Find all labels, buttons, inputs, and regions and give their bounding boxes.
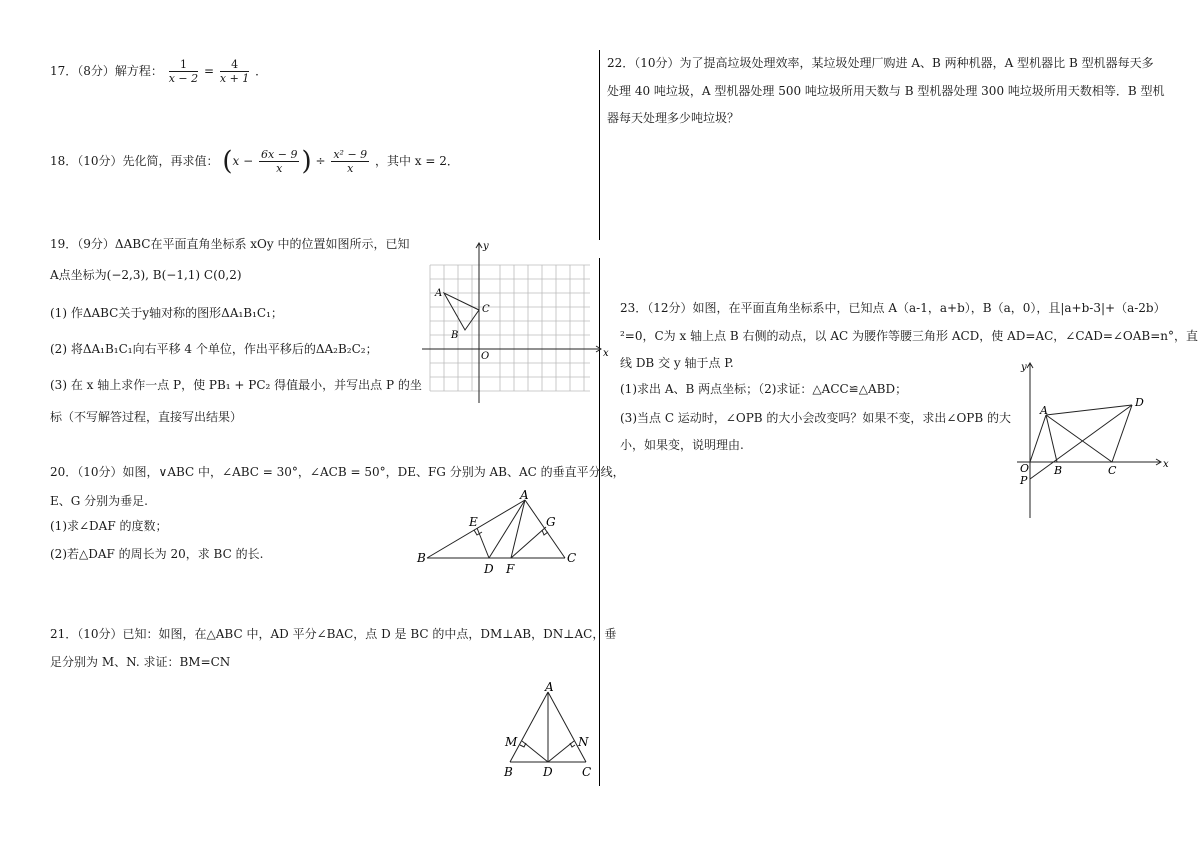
- q19-line-3: (1) 作ΔABC关于y轴对称的图形ΔA₁B₁C₁；: [50, 306, 283, 320]
- q17-fraction-left: $\frac{1}{x - 2}$: [168, 58, 199, 85]
- q20-line-4: (2)若△DAF 的周长为 20，求 BC 的长.: [50, 547, 264, 561]
- q21-point-m-label: M: [505, 735, 518, 749]
- q23-line-2: ²=0，C为 x 轴上点 B 右侧的动点，以 AC 为腰作等腰三角形 ACD，使 AD=AC，∠CAD=∠OAB=n°，直: [620, 329, 1199, 343]
- q18-fraction-outer: $\frac{\text{x² − 9}}{x}$: [333, 148, 368, 175]
- q20-point-f-label: F: [506, 562, 515, 576]
- q20-line-2: E、G 分别为垂足.: [50, 494, 148, 508]
- q19-point-b-label: B: [451, 330, 459, 341]
- q21-point-a-label: A: [545, 680, 554, 694]
- q23-y-axis-label: y: [1021, 362, 1027, 373]
- q23-line-6: 小，如果变，说明理由.: [620, 438, 744, 452]
- q20-point-c-label: C: [567, 551, 577, 565]
- q19-point-c-label: C: [482, 304, 490, 315]
- q23-point-a-label: A: [1040, 404, 1048, 417]
- q20-point-b-label: B: [417, 551, 426, 565]
- q22-line-1: 22．（10分）为了提高垃圾处理效率，某垃圾处理厂购进 A、B 两种机器，A 型机器比 B 型机器每天多: [607, 56, 1154, 70]
- q21-line-1: 21．（10分）已知：如图，在△ABC 中，AD 平分∠BAC，点 D 是 BC 的中点，DM⊥AB，DN⊥AC，垂: [50, 627, 617, 641]
- q19-line-4: (2) 将ΔA₁B₁C₁向右平移 4 个单位，作出平移后的ΔA₂B₂C₂；: [50, 342, 378, 356]
- q21-line-2: 足分别为 M、N. 求证：BM=CN: [50, 655, 231, 669]
- q17-fraction-right: $\frac{4}{x + 1}$: [219, 58, 250, 85]
- q23-line-4: (1)求出 A、B 两点坐标；（2)求证：△ACC≌△ABD；: [620, 382, 908, 396]
- q19-line-1: 19．（9分）ΔABC在平面直角坐标系 xOy 中的位置如图所示，已知: [50, 237, 410, 251]
- q19-y-axis-label: y: [483, 241, 489, 252]
- q20-triangle-figure: [415, 488, 595, 578]
- q19-line-2: A点坐标为(−2,3), B(−1,1) C(0,2): [50, 268, 242, 282]
- q20-line-3: (1)求∠DAF 的度数；: [50, 519, 168, 533]
- q20-line-1: 20．（10分）如图，∨ABC 中，∠ABC = 30°，∠ACB = 50°，DE、FG 分别为 AB、AC 的垂直平分线，: [50, 465, 625, 479]
- q20-point-g-label: G: [546, 515, 556, 529]
- q23-point-c-label: C: [1108, 464, 1117, 477]
- column-divider-upper: [599, 50, 600, 240]
- q20-point-a-label: A: [520, 488, 529, 502]
- q21-triangle-figure: [500, 682, 600, 782]
- q22-line-2: 处理 40 吨垃圾，A 型机器处理 500 吨垃圾所用天数与 B 型机器处理 300 吨垃圾所用天数相等．B 型机: [607, 84, 1165, 98]
- q19-line-6: 标（不写解答过程，直接写出结果）: [50, 410, 243, 424]
- question-18: 18．（10分）先化简，再求值： (x − $\frac{6x - 9}{x}$ ) ÷ $\frac{\text{x² − 9}}{x}$ ，其中 x = 2．: [50, 146, 459, 177]
- q20-point-d-label: D: [484, 562, 494, 576]
- q21-point-c-label: C: [582, 765, 592, 779]
- q20-point-e-label: E: [469, 515, 478, 529]
- q21-point-n-label: N: [578, 735, 589, 749]
- q23-x-axis-label: x: [1163, 459, 1169, 470]
- q23-coordinate-figure: [1012, 358, 1172, 523]
- q23-point-p-label: P: [1020, 474, 1028, 487]
- q23-origin-label: O: [1020, 462, 1030, 475]
- q23-point-d-label: D: [1135, 396, 1144, 409]
- q19-line-5: (3) 在 x 轴上求作一点 P，使 PB₁ + PC₂ 得值最小，并写出点 P 的坐: [50, 378, 422, 392]
- q18-fraction-inner: $\frac{6x - 9}{x}$: [261, 148, 298, 175]
- q23-point-b-label: B: [1054, 464, 1063, 477]
- q19-coordinate-grid-figure: [420, 238, 610, 408]
- q21-point-d-label: D: [543, 765, 553, 779]
- q21-point-b-label: B: [504, 765, 513, 779]
- question-17: 17．（8分）解方程： $\frac{1}{x - 2}$ = $\frac{4}{x + 1}$ ．: [50, 58, 268, 85]
- q23-line-1: 23．（12分）如图，在平面直角坐标系中，已知点 A（a-1，a+b），B（a，0），且|a+b-3|+（a-2b）: [620, 301, 1166, 315]
- q23-line-5: (3)当点 C 运动时，∠OPB 的大小会改变吗？如果不变，求出∠OPB 的大: [620, 411, 1012, 425]
- q19-point-a-label: A: [435, 288, 443, 299]
- q23-line-3: 线 DB 交 y 轴于点 P.: [620, 356, 734, 370]
- q19-x-axis-label: x: [603, 348, 609, 359]
- q19-origin-label: O: [481, 351, 490, 362]
- q22-line-3: 器每天处理多少吨垃圾？: [607, 111, 740, 125]
